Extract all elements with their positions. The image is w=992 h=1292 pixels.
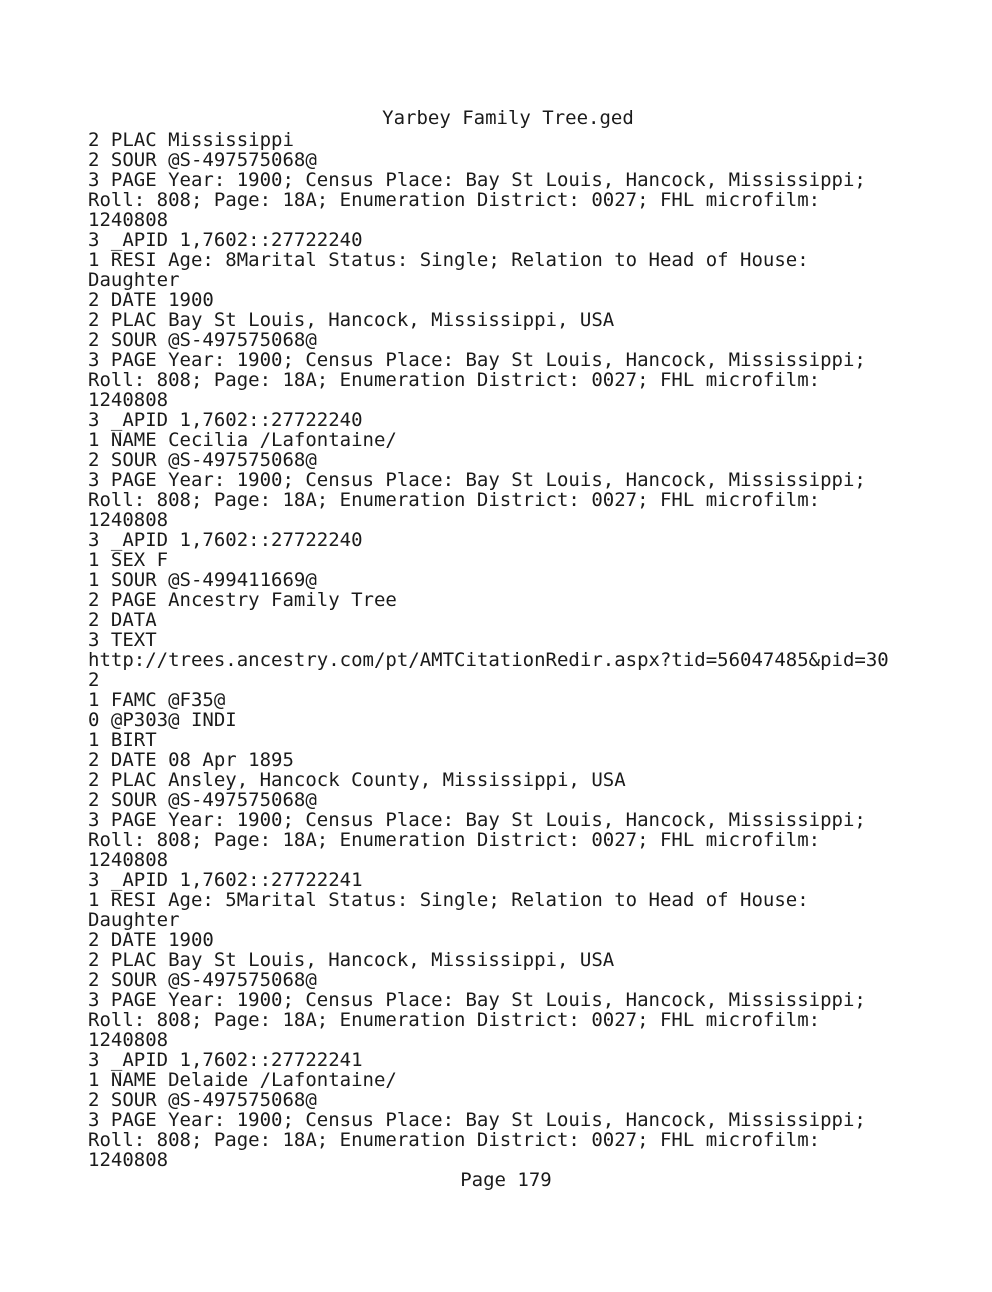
gedcom-line: 3 _APID 1,7602::27722240 [88,229,363,251]
gedcom-line: Roll: 808; Page: 18A; Enumeration District: 0027; FHL microfilm: [88,1009,821,1031]
gedcom-line: 1240808 [88,209,169,231]
gedcom-line: 2 DATE 1900 [88,289,214,311]
gedcom-line: 2 SOUR @S-497575068@ [88,149,317,171]
gedcom-line: 1 BIRT [88,729,157,751]
gedcom-line: 2 PAGE Ancestry Family Tree [88,589,397,611]
gedcom-line: 1240808 [88,1149,169,1171]
gedcom-line: 2 DATE 08 Apr 1895 [88,749,294,771]
gedcom-line: 1240808 [88,509,169,531]
gedcom-line: 2 DATE 1900 [88,929,214,951]
gedcom-line: 1 SEX F [88,549,169,571]
gedcom-line: Roll: 808; Page: 18A; Enumeration District: 0027; FHL microfilm: [88,189,821,211]
gedcom-line: 3 _APID 1,7602::27722241 [88,869,363,891]
gedcom-line: Roll: 808; Page: 18A; Enumeration District: 0027; FHL microfilm: [88,369,821,391]
gedcom-line: 3 _APID 1,7602::27722240 [88,409,363,431]
gedcom-line: 1 SOUR @S-499411669@ [88,569,317,591]
gedcom-line: 2 SOUR @S-497575068@ [88,1089,317,1111]
gedcom-line: 2 PLAC Bay St Louis, Hancock, Mississippi, USA [88,309,615,331]
gedcom-line: 1 RESI Age: 8Marital Status: Single; Relation to Head of House: [88,249,809,271]
gedcom-line: 1 FAMC @F35@ [88,689,226,711]
gedcom-line: 1240808 [88,1029,169,1051]
gedcom-line: 3 PAGE Year: 1900; Census Place: Bay St Louis, Hancock, Mississippi; [88,469,866,491]
gedcom-line: 2 PLAC Mississippi [88,129,294,151]
gedcom-line: 1240808 [88,389,169,411]
gedcom-line: http://trees.ancestry.com/pt/AMTCitationRedir.aspx?tid=56047485&pid=30 [88,649,889,671]
gedcom-line: 0 @P303@ INDI [88,709,237,731]
gedcom-line: 3 TEXT [88,629,157,651]
gedcom-line: 3 PAGE Year: 1900; Census Place: Bay St Louis, Hancock, Mississippi; [88,349,866,371]
gedcom-line: 2 [88,669,100,691]
gedcom-line: 3 PAGE Year: 1900; Census Place: Bay St Louis, Hancock, Mississippi; [88,169,866,191]
gedcom-line: 1 NAME Cecilia /Lafontaine/ [88,429,397,451]
gedcom-line: 2 DATA [88,609,157,631]
gedcom-line: Roll: 808; Page: 18A; Enumeration District: 0027; FHL microfilm: [88,1129,821,1151]
gedcom-line: 3 PAGE Year: 1900; Census Place: Bay St Louis, Hancock, Mississippi; [88,989,866,1011]
gedcom-line: 2 SOUR @S-497575068@ [88,329,317,351]
gedcom-line: Roll: 808; Page: 18A; Enumeration District: 0027; FHL microfilm: [88,829,821,851]
gedcom-line: Daughter [88,269,180,291]
gedcom-line: 2 SOUR @S-497575068@ [88,789,317,811]
gedcom-line: 3 PAGE Year: 1900; Census Place: Bay St Louis, Hancock, Mississippi; [88,1109,866,1131]
page-header-filename: Yarbey Family Tree.ged [382,107,634,129]
gedcom-line: 2 PLAC Bay St Louis, Hancock, Mississippi, USA [88,949,615,971]
gedcom-text-body [88,130,978,1170]
gedcom-line: Roll: 808; Page: 18A; Enumeration District: 0027; FHL microfilm: [88,489,821,511]
gedcom-line: 2 SOUR @S-497575068@ [88,449,317,471]
gedcom-line: 2 PLAC Ansley, Hancock County, Mississippi, USA [88,769,626,791]
gedcom-line: 3 _APID 1,7602::27722240 [88,529,363,551]
gedcom-line: 1 RESI Age: 5Marital Status: Single; Relation to Head of House: [88,889,809,911]
gedcom-line: 1 NAME Delaide /Lafontaine/ [88,1069,397,1091]
gedcom-line: Daughter [88,909,180,931]
gedcom-line: 1240808 [88,849,169,871]
page-number-footer: Page 179 [460,1169,552,1191]
gedcom-line: 3 _APID 1,7602::27722241 [88,1049,363,1071]
gedcom-line: 2 SOUR @S-497575068@ [88,969,317,991]
gedcom-line: 3 PAGE Year: 1900; Census Place: Bay St Louis, Hancock, Mississippi; [88,809,866,831]
